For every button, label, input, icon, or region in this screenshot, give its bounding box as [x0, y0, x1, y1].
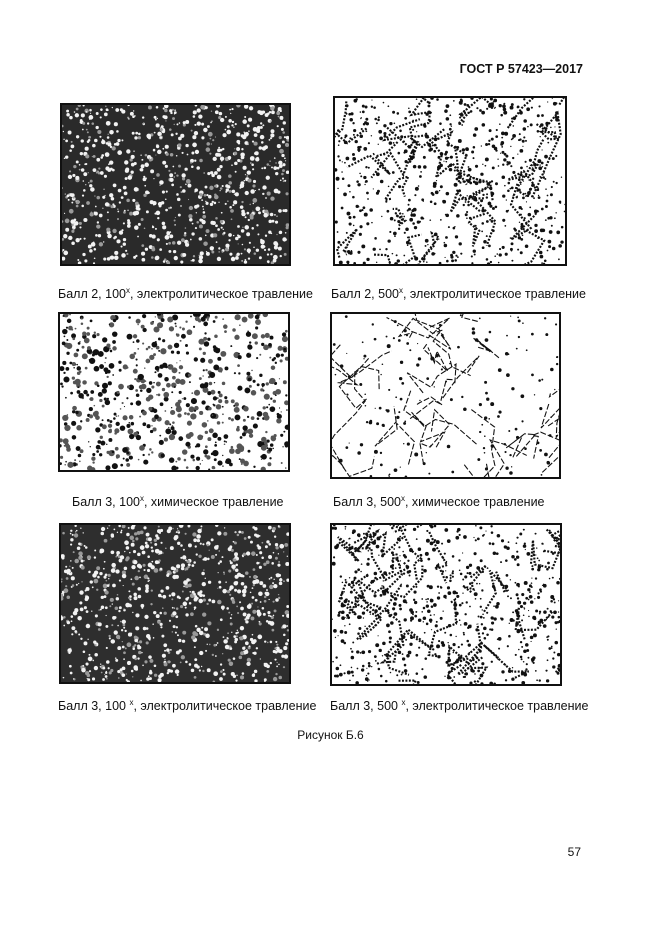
caption-magnification: 500: [380, 495, 401, 510]
caption-mag-sup: х: [401, 698, 406, 707]
caption-mag-sup: х: [125, 286, 130, 295]
caption-score: Балл 3,: [58, 699, 102, 714]
caption-score: Балл 2,: [58, 287, 102, 302]
micrograph-image: [60, 314, 288, 470]
caption-etching: , химическое травление: [404, 495, 545, 510]
caption-3: [72, 494, 284, 509]
micrograph-image: [62, 105, 289, 264]
caption-magnification: 500: [378, 287, 399, 302]
micrograph-3: [58, 312, 290, 472]
caption-mag-sup: х: [398, 286, 403, 295]
document-header: ГОСТ Р 57423—2017: [459, 62, 583, 76]
caption-etching: , электролитическое травление: [129, 287, 313, 302]
micrograph-image: [335, 98, 565, 264]
caption-score: Балл 3,: [72, 495, 116, 510]
micrograph-2: [333, 96, 567, 266]
caption-etching: , электролитическое травление: [133, 699, 317, 714]
caption-magnification: 100: [105, 287, 126, 302]
caption-etching: , химическое травление: [143, 495, 284, 510]
caption-magnification: 500: [377, 699, 398, 714]
caption-6: [330, 698, 588, 713]
micrograph-image: [61, 525, 289, 682]
caption-magnification: 100: [105, 699, 126, 714]
caption-4: [333, 494, 545, 509]
caption-mag-sup: х: [139, 494, 144, 503]
micrograph-4: [330, 312, 561, 479]
caption-mag-sup: х: [400, 494, 405, 503]
caption-score: Балл 3,: [333, 495, 377, 510]
caption-score: Балл 2,: [331, 287, 375, 302]
page-number: 57: [567, 845, 581, 859]
caption-score: Балл 3,: [330, 699, 374, 714]
caption-2: [331, 286, 586, 301]
caption-etching: , электролитическое травление: [405, 699, 589, 714]
figure-caption: Рисунок Б.6: [297, 728, 364, 742]
micrograph-5: [59, 523, 291, 684]
micrograph-6: [330, 523, 562, 686]
micrograph-image: [332, 525, 560, 684]
micrograph-1: [60, 103, 291, 266]
caption-1: [58, 286, 313, 301]
caption-etching: , электролитическое травление: [402, 287, 586, 302]
caption-5: [58, 698, 316, 713]
caption-magnification: 100: [119, 495, 140, 510]
caption-mag-sup: х: [129, 698, 134, 707]
micrograph-image: [332, 314, 559, 477]
